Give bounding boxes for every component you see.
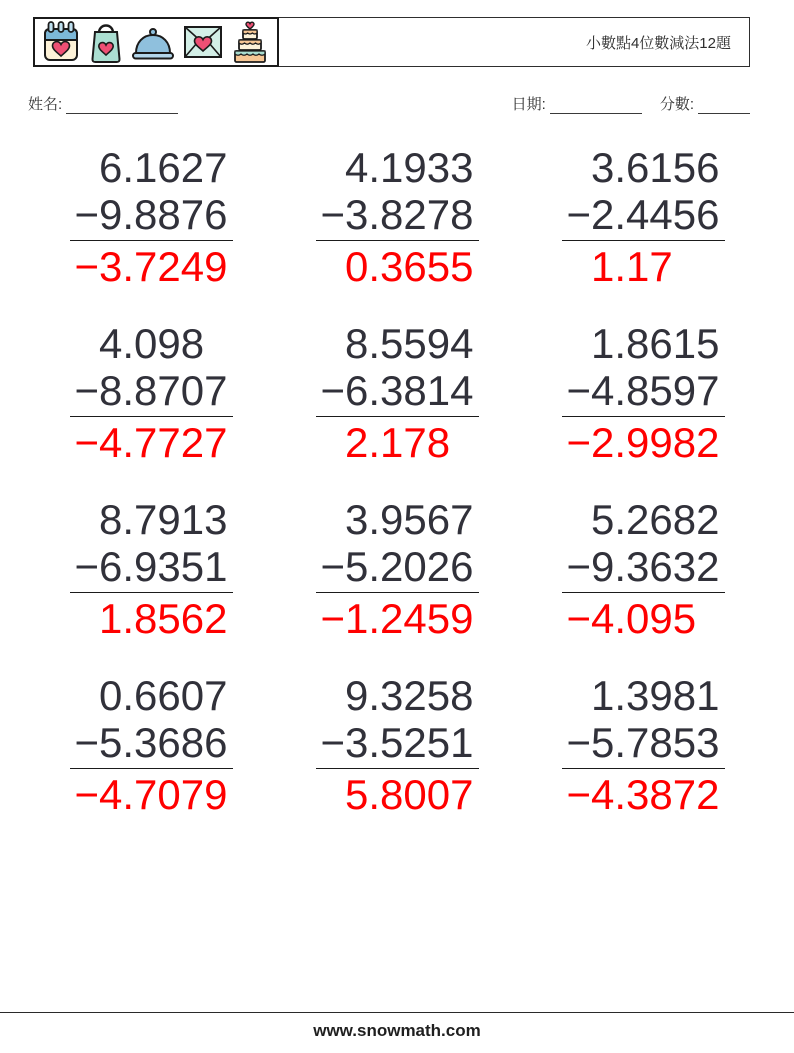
problem-8 — [321, 496, 474, 642]
answer: −4.7079 — [70, 768, 233, 818]
answer: 1.8562 — [70, 592, 233, 642]
gift-bag-icon — [88, 20, 124, 64]
subtrahend: −5.7853 — [566, 719, 720, 766]
answer: −2.9982 — [562, 416, 725, 466]
subtrahend: −3.5251 — [320, 719, 474, 766]
problem-6 — [567, 320, 720, 466]
footer-site-url: www.snowmath.com — [313, 1021, 481, 1040]
problem-10 — [75, 672, 228, 818]
answer: 5.8007 — [316, 768, 479, 818]
problem-2 — [321, 144, 474, 290]
score-label: 分數: — [659, 96, 694, 113]
subtrahend: −5.2026 — [320, 543, 474, 590]
subtrahend: −5.3686 — [74, 719, 228, 766]
food-cloche-icon — [131, 20, 175, 64]
answer: 2.178 — [316, 416, 479, 466]
fields-row — [28, 93, 750, 114]
subtrahend: −6.3814 — [320, 367, 474, 414]
subtrahend: −3.8278 — [320, 191, 474, 238]
problems-grid — [28, 144, 766, 818]
answer: −3.7249 — [70, 240, 233, 290]
minuend: 0.6607 — [99, 672, 228, 719]
date-blank — [550, 98, 642, 114]
score-blank — [698, 98, 750, 114]
answer: 1.17 — [562, 240, 725, 290]
subtrahend: −6.9351 — [74, 543, 228, 590]
problem-4 — [75, 320, 228, 466]
worksheet-title: 小數點4位數減法12題 — [279, 17, 750, 67]
calendar-icon — [41, 20, 81, 64]
header-icon-box — [33, 17, 279, 67]
header — [33, 17, 750, 65]
minuend: 5.2682 — [591, 496, 720, 543]
problem-11 — [321, 672, 474, 818]
answer: 0.3655 — [316, 240, 479, 290]
love-letter-icon — [182, 20, 224, 64]
name-blank — [66, 98, 178, 114]
problem-7 — [75, 496, 228, 642]
answer: −4.095 — [562, 592, 725, 642]
answer: −1.2459 — [316, 592, 479, 642]
minuend: 8.7913 — [99, 496, 228, 543]
minuend: 8.5594 — [345, 320, 474, 367]
minuend: 1.8615 — [591, 320, 720, 367]
footer-divider — [0, 1012, 794, 1013]
subtrahend: −9.8876 — [74, 191, 228, 238]
problem-9 — [567, 496, 720, 642]
problem-1 — [75, 144, 228, 290]
problem-3 — [567, 144, 720, 290]
answer: −4.7727 — [70, 416, 233, 466]
minuend: 9.3258 — [345, 672, 474, 719]
subtrahend: −8.8707 — [74, 367, 228, 414]
minuend: 3.6156 — [591, 144, 720, 191]
subtrahend: −2.4456 — [566, 191, 720, 238]
name-label: 姓名: — [28, 96, 63, 113]
problem-5 — [321, 320, 474, 466]
name-field — [28, 93, 178, 114]
subtrahend: −9.3632 — [566, 543, 720, 590]
minuend: 4.098 — [99, 320, 205, 367]
minuend: 4.1933 — [345, 144, 474, 191]
answer: −4.3872 — [562, 768, 725, 818]
minuend: 1.3981 — [591, 672, 720, 719]
wedding-cake-icon — [231, 19, 269, 65]
date-label: 日期: — [511, 96, 546, 113]
minuend: 3.9567 — [345, 496, 474, 543]
date-score-fields — [512, 93, 750, 114]
minuend: 6.1627 — [99, 144, 228, 191]
subtrahend: −4.8597 — [566, 367, 720, 414]
problem-12 — [567, 672, 720, 818]
